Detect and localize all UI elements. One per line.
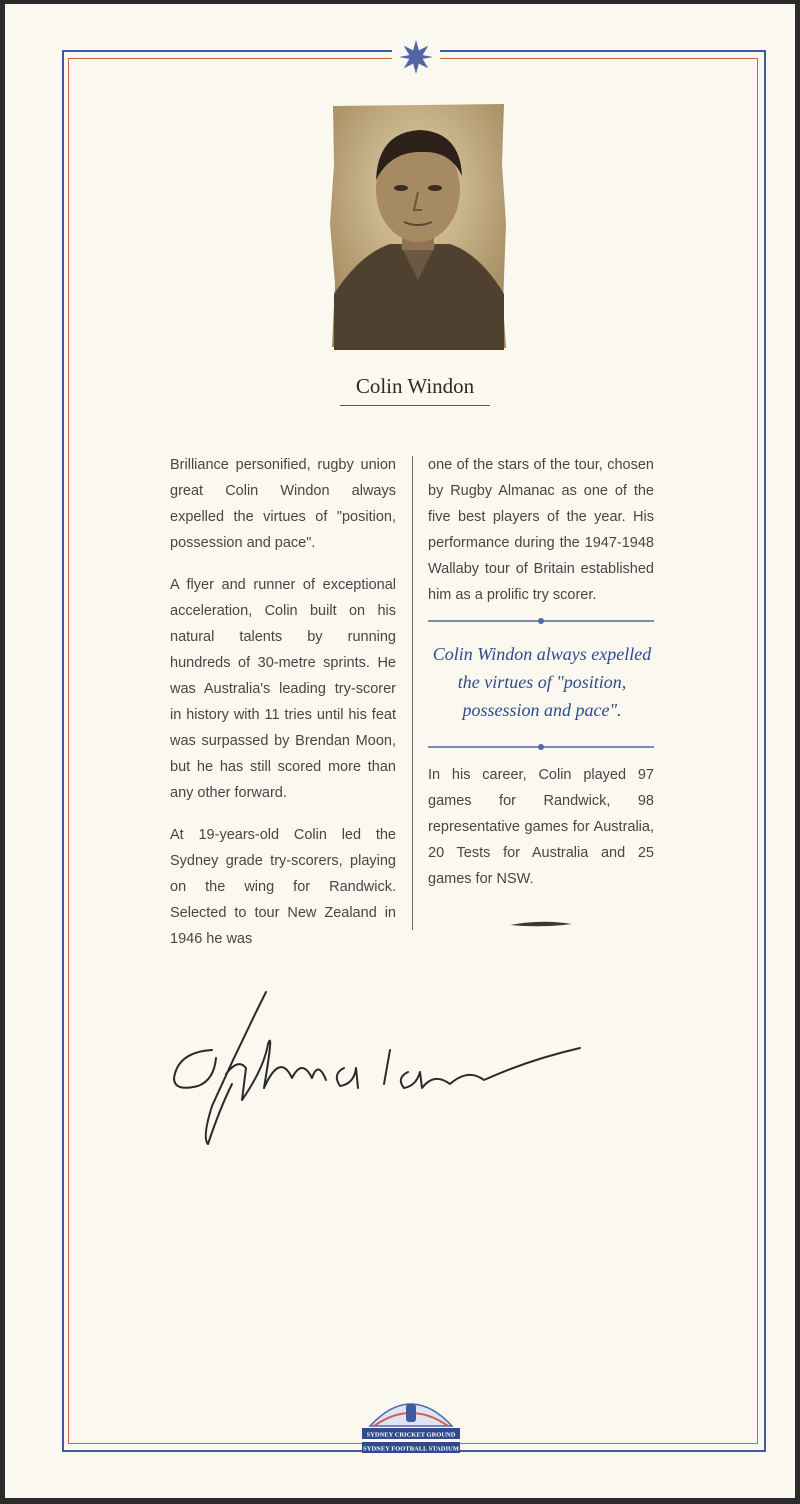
person-name: Colin Windon bbox=[340, 374, 490, 406]
right-column-top bbox=[428, 452, 654, 624]
logo-text-line-2: SYDNEY FOOTBALL STADIUM bbox=[363, 1445, 459, 1453]
portrait-photo bbox=[330, 104, 506, 350]
paragraph: At 19-years-old Colin led the Sydney grade try-scorers, playing on the wing for Randwick. Selected to tour New Zealand in 1946 he was bbox=[170, 827, 396, 947]
logo-text-line-1: SYDNEY CRICKET GROUND bbox=[366, 1431, 456, 1439]
left-column bbox=[170, 452, 396, 968]
column-divider bbox=[412, 456, 413, 930]
paragraph: Brilliance personified, rugby union great Colin Windon always expelled the virtues of "position, possession and pace". bbox=[170, 457, 396, 551]
pull-quote: Colin Windon always expelled the virtues of "position, possession and pace". bbox=[432, 644, 652, 720]
signature bbox=[168, 988, 588, 1148]
right-column-bottom bbox=[428, 762, 654, 908]
star-icon bbox=[397, 38, 435, 76]
paragraph: one of the stars of the tour, chosen by Rugby Almanac as one of the five best players of the year. His performance during the 1947-1948 Wallaby tour of Britain established him as a prolific try scorer. bbox=[428, 457, 654, 603]
quote-rule-bottom bbox=[428, 742, 654, 752]
paragraph: In his career, Colin played 97 games for Randwick, 98 representative games for Australia, 20 Tests for Australia and 25 games for NSW. bbox=[428, 767, 654, 887]
paragraph: A flyer and runner of exceptional acceleration, Colin built on his natural talents by running hundreds of 30-metre sprints. He was Australia's leading try-scorer in history with 11 tries until his feat was surpassed by Brendan Moon, but he has still scored more than any other forward. bbox=[170, 577, 396, 801]
quote-rule-top bbox=[428, 616, 654, 626]
swash-ornament bbox=[508, 918, 574, 930]
venue-logo bbox=[356, 1386, 466, 1456]
